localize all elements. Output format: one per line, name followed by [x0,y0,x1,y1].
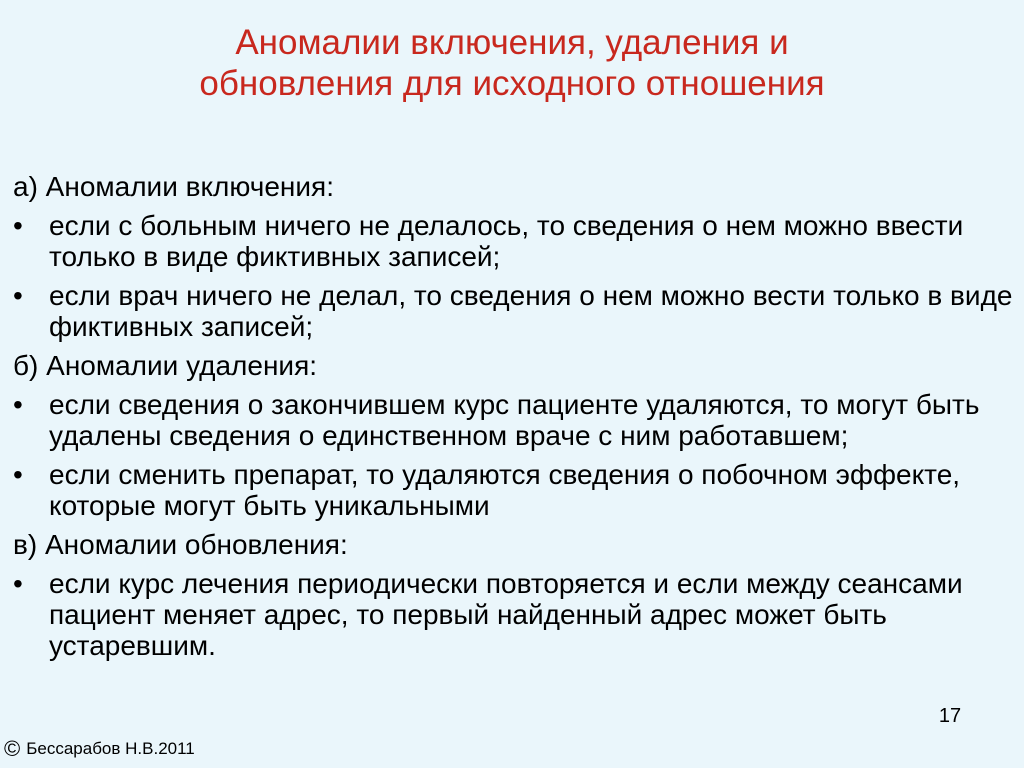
bullet-icon: • [13,459,23,490]
bullet-item [13,459,1013,521]
bullet-item [13,210,1013,272]
section-heading: а) Аномалии включения: [13,171,334,202]
slide-body [13,171,1013,669]
bullet-list [13,210,1013,342]
footer [4,738,195,760]
section-update [13,529,1013,661]
bullet-text: если сменить препарат, то удаляются сведения о побочном эффекте, которые могут быть уникальными [49,459,961,521]
section-heading: в) Аномалии обновления: [13,529,348,560]
slide-title-line: обновления для исходного отношения [199,64,825,103]
bullet-icon: • [13,389,23,420]
bullet-item [13,389,1013,451]
section-insertion [13,171,1013,342]
bullet-item [13,568,1013,661]
bullet-icon: • [13,210,23,241]
copyright-icon: © [4,736,21,761]
bullet-list [13,568,1013,661]
bullet-text: если сведения о закончившем курс пациенте удаляются, то могут быть удалены сведения о единственном враче с ним работавшем; [49,389,980,451]
section-deletion [13,350,1013,521]
slide-title-line: Аномалии включения, удаления и [235,23,789,62]
bullet-text: если с больным ничего не делалось, то сведения о нем можно ввести только в виде фиктивных записей; [49,210,964,272]
page-number: 17 [938,705,962,727]
bullet-icon: • [13,280,23,311]
section-heading: б) Аномалии удаления: [13,350,318,381]
bullet-list [13,389,1013,521]
bullet-text: если курс лечения периодически повторяется и если между сеансами пациент меняет адрес, то первый найденный адрес может быть устаревшим. [49,568,963,661]
bullet-icon: • [13,568,23,599]
slide-title [40,22,984,104]
bullet-item [13,280,1013,342]
bullet-text: если врач ничего не делал, то сведения о нем можно вести только в виде фиктивных записей; [49,280,1013,342]
footer-author: Бессарабов Н.В.2011 [26,739,195,758]
